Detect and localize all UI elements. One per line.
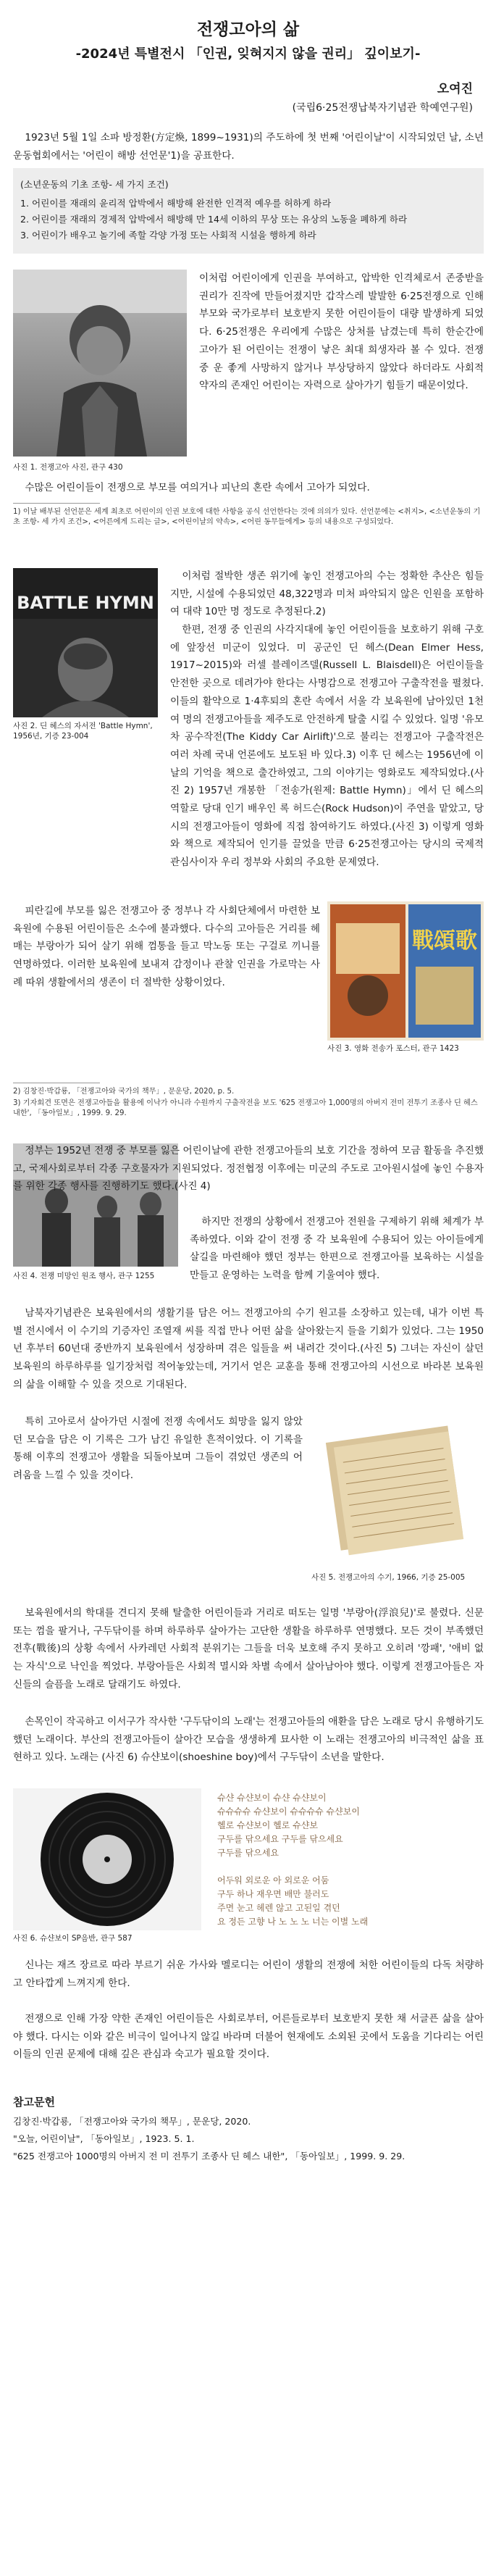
- song-lyric-line: 구두 하나 재우면 배만 불러도: [217, 1889, 329, 1899]
- svg-text:BATTLE HYMN: BATTLE HYMN: [17, 593, 154, 613]
- section-4-paragraph-1: 보육원에서의 학대를 견디지 못해 탈출한 어린이들과 거리로 떠도는 일명 '부랑아(浮浪兒)'로 불렸다. 신문 또는 껌을 팔거나, 구두닦이를 하며 하루하루 살아가는 고단한 생활을 하루하루 연명했다. 모든 것이 부족했던 전후(戰後)의 상황 속에서 사카레던 사회적 분위기는 그들을 더욱 보호해 주지 못하고 오히려 '깡패', '애비 없는 자식'으로 낙인을 찍었다. 부랑아들은 사회적 멸시와 차별 속에서 살아남아야 했다. 이렇게 전쟁고아들은 자신들의 슬픔을 노래로 달래기도 하였다.: [13, 1607, 484, 1691]
- photo-6-caption: 사진 6. 슈샨보이 SP음반, 관구 587: [13, 1934, 133, 1943]
- section-1-full-text: 수많은 어린이들이 전쟁으로 부모를 여의거나 피난의 혼란 속에서 고아가 되었다.: [25, 482, 370, 493]
- song-lyrics: [217, 1791, 484, 1929]
- intro-paragraph: 1923년 5월 1일 소파 방정환(方定煥, 1899~1931)의 주도하에 첫 번째 '어린이날'이 시작되었던 날, 소년운동협회에서는 '어린이 해방 선언문'1)을 공표한다.: [13, 132, 484, 162]
- author-name: 오여진: [437, 82, 473, 96]
- declaration-item: 2. 어린이를 재래의 경제적 압박에서 해방해 만 14세 이하의 무상 또는 유상의 노동을 폐하게 하라: [20, 214, 408, 225]
- section-3-paragraph-4: 특히 고아로서 살아가던 시절에 전쟁 속에서도 희망을 잃지 않았던 모습을 담은 이 기록은 그가 남긴 유일한 흔적이었다. 이 기록을 통해 이후의 전쟁고아 생활을 되돌아보며 그들이 겪었던 생존의 어려움을 느낄 수 있을 것이다.: [13, 1416, 303, 1482]
- song-lyric-line: 슈샨 슈샨보이 슈샨 슈샨보이: [217, 1793, 327, 1803]
- section-3-paragraph-3: 남북자기념관은 보육원에서의 생활기를 담은 어느 전쟁고아의 수기 원고를 소장하고 있는데, 내가 이번 특별 전시에서 이 수기의 기증자인 조열재 씨를 직접 만나 어떤 삶을 살아왔는지 들을 기회가 있었다. 그는 1950년 후부터 60년대 중반까지 보육원에서 성장하며 겪은 일들을 써 내려간 것이다.(사진 5) 그녀는 자신이 살던 보육원의 하루하루를 일기장처럼 적어놓았는데, 거기서 얻은 교훈을 통해 전쟁고아의 시선으로 바라본 보육원의 삶을 이해할 수 있을 것으로 기대된다.: [13, 1307, 484, 1391]
- section-3-paragraph-2: 하지만 전쟁의 상황에서 전쟁고아 전원을 구제하기 위해 체계가 부족하였다. 이와 같이 전쟁 중 각 보육원에 수용되어 있는 아이들에게 살길을 마련해야 했던 정부는 한편으로 전쟁고아를 보육하는 시설을 만들고 운영하는 노력을 함께 기울여야 했다.: [190, 1216, 484, 1282]
- document-subtitle: -2024년 특별전시 「인권, 잊혀지지 않을 권리」 깊이보기-: [75, 46, 421, 62]
- song-lyric-line: 헬로 슈샨보이 헬로 슈샨보: [217, 1820, 318, 1830]
- photo-1-caption: 사진 1. 전쟁고아 사진, 관구 430: [13, 463, 123, 472]
- photo-2-caption: 사진 2. 딘 헤스의 자서전 'Battle Hymn', 1956년, 기증 23-004: [13, 722, 153, 741]
- footnote-2: 2) 김창진·박갑룡, 「전쟁고아와 국가의 책무」, 문운당, 2020, p. 5.: [13, 1088, 235, 1096]
- footnote-1: 1) 이날 배부된 선언문은 세계 최초로 어린이의 인권 보호에 대한 사항을 공식 선언한다는 것에 의의가 있다. 선언문에는 <취지>, <소년운동의 기초 조항- 세 가지 조건>, <어른에게 드리는 글>, <어린이날의 약속>, <어린 동무들에게> 등의 내용으로 구성되었다.: [13, 508, 481, 526]
- song-lyric-line: 요 정든 고향 나 노 노 노 너는 이별 노래: [217, 1917, 369, 1927]
- section-2-paragraph-1: 이처럼 절박한 생존 위기에 놓인 전쟁고아의 수는 정확한 추산은 힘들지만, 시설에 수용되었던 48,322명과 미처 파악되지 않은 인원을 포함하여 대략 10만 명 정도로 추정된다.2): [170, 570, 484, 618]
- declaration-item: 1. 어린이를 재래의 윤리적 압박에서 해방해 완전한 인격적 예우를 허하게 하라: [20, 198, 332, 209]
- photo-orphan-manuscript: [311, 1412, 484, 1570]
- document-title: 전쟁고아의 삶: [196, 20, 300, 39]
- photo-war-orphan: [13, 270, 187, 457]
- reference-item: "625 전쟁고아 1000명의 아버지 전 미 전투기 조종사 딘 헤스 내한", 「동아일보」, 1999. 9. 29.: [13, 2151, 405, 2162]
- photo-battle-hymn-book: [13, 568, 158, 717]
- footnote-divider: [13, 503, 100, 504]
- photo-4-caption: 사진 4. 전쟁 미망인 원조 행사, 관구 1255: [13, 1272, 155, 1280]
- references-heading: 참고문헌: [13, 2096, 55, 2109]
- footnote-3: 3) 기자회견 또면은 전쟁고아들을 활용에 이낙가 아니라 수원까지 구출작전을 보도 '625 전쟁고아 1,000명의 아버지 전미 전투기 조종사 딘 헤스 내한', 「동아일보」, 1999. 9. 29.: [13, 1099, 478, 1117]
- photo-3-caption: 사진 3. 영화 전송가 포스터, 관구 1423: [327, 1044, 459, 1053]
- song-lyric-line: 구두를 닦으세요: [217, 1848, 279, 1858]
- song-lyric-line: 슈슈슈슈 슈샨보이 슈슈슈슈 슈샨보이: [217, 1806, 360, 1817]
- song-lyric-line: 어두워 외로운 아 외로운 어둠: [217, 1875, 329, 1885]
- section-4-paragraph-2: 손목인이 작곡하고 이서구가 작사한 '구두닦이의 노래'는 전쟁고아들의 애환을 담은 노래로 당시 유행하기도 했던 노래이다. 부산의 전쟁고아들이 살아간 모습을 생생하게 묘사한 이 노래는 전쟁고아의 비극적인 삶을 표현하고 있다. 노래는 (사진 6) 슈샨보이(shoeshine boy)에서 구두닦이 소년을 말한다.: [13, 1716, 484, 1764]
- photo-shoeshine-record: [13, 1788, 201, 1930]
- photo-movie-posters: [327, 901, 484, 1041]
- section-1-side-text: 이처럼 어린이에게 인권을 부여하고, 압박한 인격체로서 존중받을 권리가 진작에 만들어졌지만 갑작스레 발발한 6·25전쟁으로 인해 부모와 국가로부터 보호받지 못한 어린이들이 대량 발생하게 되었다. 6·25전쟁은 우리에게 수많은 상처를 남겼는데 특히 한순간에 고아가 된 어린이는 전쟁이 낳은 최대 희생자라 볼 수 있다. 전쟁 중 운 좋게 사망하지 않거나 부상당하지 않았다 하더라도 사회적 약자의 존재인 어린이는 자력으로 살아가기 힘들기 때문이었다.: [199, 272, 484, 392]
- declaration-item: 3. 어린이가 배우고 놀기에 족할 각양 가정 또는 사회적 시설을 행하게 하라: [20, 230, 316, 241]
- section-4-paragraph-3: 신나는 재즈 장르로 따라 부르기 쉬운 가사와 멜로디는 어린이 생활의 전쟁에 처한 어린이들의 다독 처량하고 안타깝게 느껴지게 한다.: [13, 1959, 484, 1989]
- author-affiliation: (국립6·25전쟁납북자기념관 학예연구원): [292, 102, 473, 114]
- section-2-paragraph-2: 한편, 전쟁 중 인권의 사각지대에 놓인 어린이들을 보호하기 위해 구호에 앞장선 미군이 있었다. 미 공군인 딘 헤스(Dean Elmer Hess, 1917~2015)와 러셀 블레이즈델(Russell L. Blaisdell)은 어린이들을 안전한 곳으로 데려가야 한다는 사명감으로 전쟁고아 구출작전을 펼쳤다. 이들의 활약으로 1·4후퇴의 혼란 속에서 서울 각 보육원에 남아있던 1천여 명의 전쟁고아들을 제주도로 안전하게 탈출 시킬 수 있었다. 일명 '유모차 공수작전(The Kiddy Car Airlift)'으로 불리는 전쟁고아 구출작전은 여러 차례 국내 언론에도 보도된 바 있다.3) 이후 딘 헤스는 1956년에 이날의 기억을 책으로 출간하였고, 그의 이야기는 영화로도 제작되었다.(사진 2) 1957년 개봉한 「전송가(원제: Battle Hymn)」에서 딘 헤스의 역할로 당대 인기 배우인 록 허드슨(Rock Hudson)이 주연을 맡았고, 당시의 전쟁고아들이 영화에 직접 참여하기도 하였다.(사진 3) 이렇게 영화와 책으로 제작되어 인기를 끌었을 만큼 6·25전쟁고아는 당시의 국제적 관심사이자 우리 정부와 사회의 주요한 문제였다.: [170, 624, 484, 869]
- reference-item: "오늘, 어린이날", 「동아일보」, 1923. 5. 1.: [13, 2133, 195, 2144]
- reference-item: 김창진·박갑룡, 「전쟁고아와 국가의 책무」, 문운당, 2020.: [13, 2116, 251, 2127]
- photo-5-caption: 사진 5. 전쟁고아의 수기, 1966, 기증 25-005: [311, 1573, 466, 1582]
- section-2-paragraph-3: 피란길에 부모를 잃은 전쟁고아 중 정부나 각 사회단체에서 마련한 보육원에 수용된 어린이들은 소수에 불과했다. 다수의 고아들은 거리를 헤매는 부랑아가 되어 살기 위해 껌통을 들고 막노동 또는 구걸로 끼니를 연명하였다. 이러한 보육원에 보내져 감정이나 관찰 인권을 가로막는 사례 따위 생활에서의 생존이 더 절박한 상황이었다.: [13, 905, 320, 988]
- declaration-box: [13, 168, 484, 254]
- song-lyric-line: 구두를 닦으세요 구두를 닦으세요: [217, 1834, 343, 1844]
- section-3-paragraph-1: 정부는 1952년 전쟁 중 부모를 잃은 어린이날에 관한 전쟁고아들의 보호 기간을 정하여 모금 활동을 추진했고, 국제사회로부터 각종 구호물자가 지원되었다. 정전협정 이후에는 미군의 주도로 고아원시설에 놓인 수용자를 위한 각종 행사를 진행하기도 했다.(사진 4): [13, 1145, 484, 1193]
- svg-text:戰頌歌: 戰頌歌: [412, 928, 477, 954]
- song-lyric-line: 주면 눈고 헤렌 않고 고된일 겪던: [217, 1903, 340, 1913]
- song-lyric-line: [217, 1860, 484, 1874]
- declaration-heading: (소년운동의 기초 조항- 세 가지 조건): [20, 179, 169, 190]
- section-4-paragraph-4: 전쟁으로 인해 가장 약한 존재인 어린이들은 사회로부터, 어른들로부터 보호받지 못한 채 서글픈 삶을 살아야 했다. 다시는 이와 같은 비극이 일어나지 않길 바라며 더불어 현재에도 소외된 곳에서 도움을 기다리는 어린이들의 인권 문제에 대해 깊은 관심과 숙고가 필요할 것이다.: [13, 2013, 484, 2061]
